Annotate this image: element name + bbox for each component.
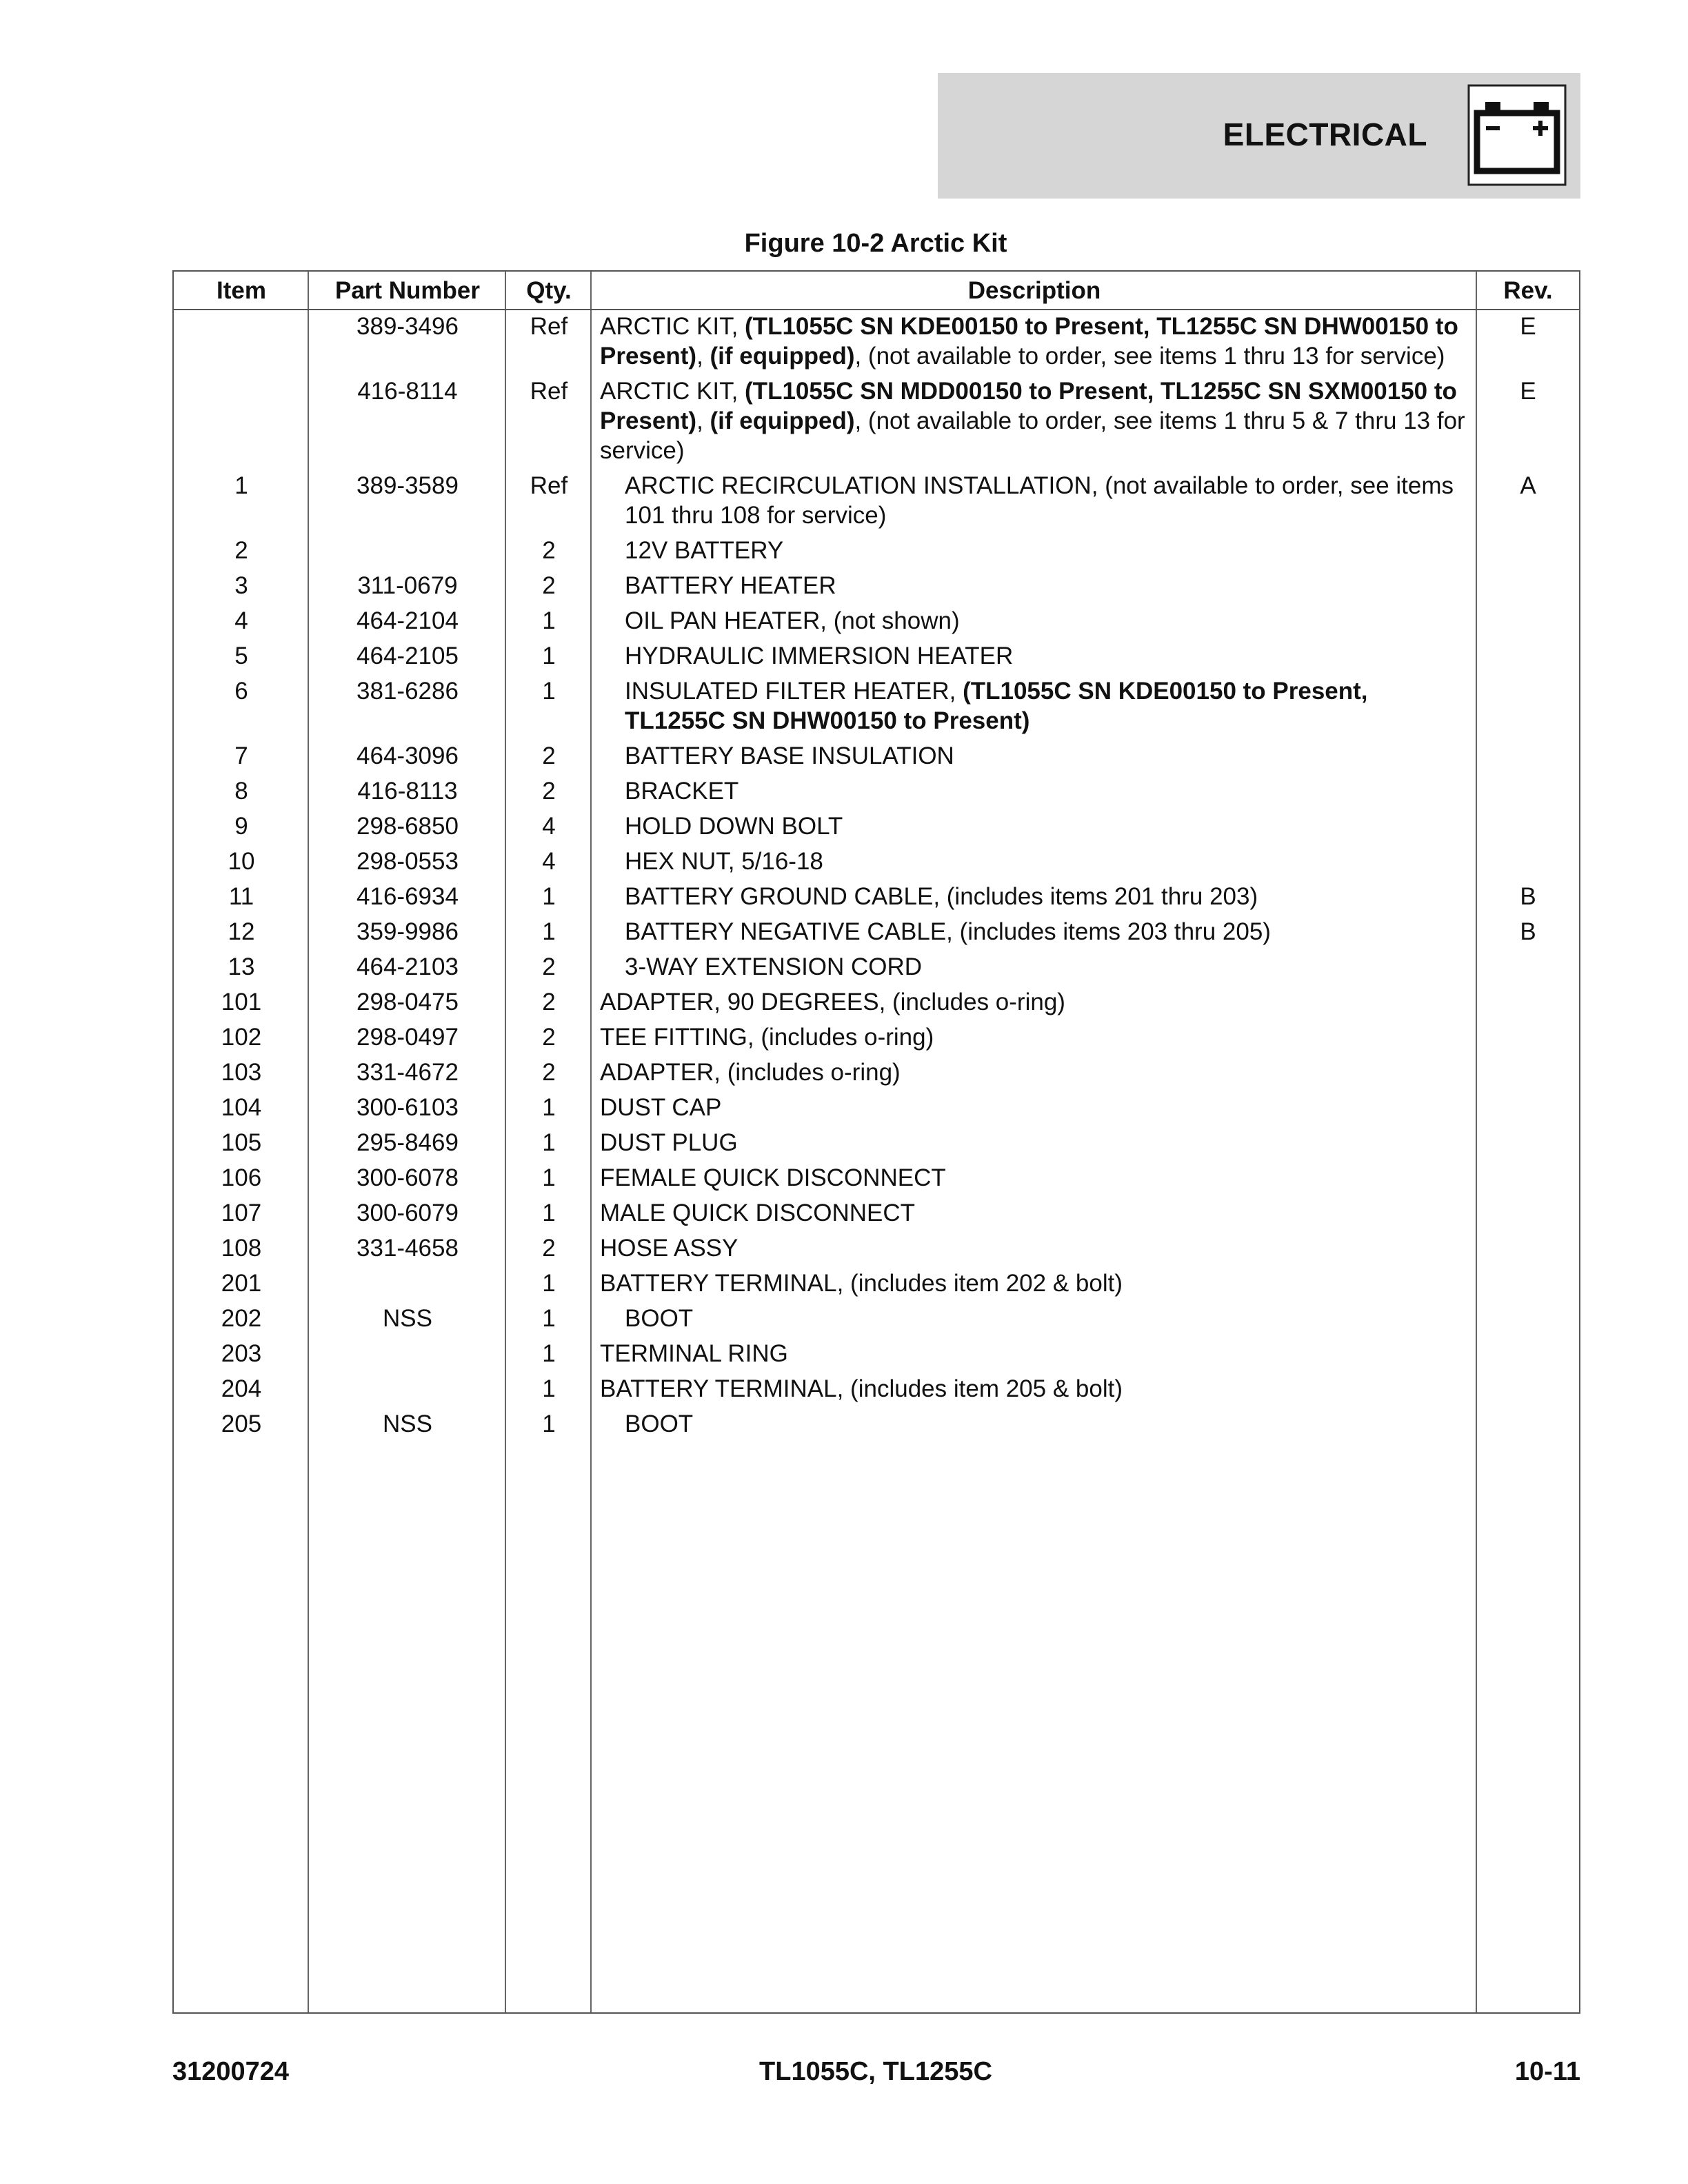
description: HEX NUT, 5/16-18 bbox=[625, 848, 823, 875]
revision: E bbox=[1520, 378, 1536, 405]
parts-table bbox=[172, 270, 1580, 2014]
quantity: 1 bbox=[542, 1410, 556, 1437]
description: DUST CAP bbox=[600, 1094, 722, 1121]
description: ARCTIC RECIRCULATION INSTALLATION, (not available to order, see items 101 thru 108 for service) bbox=[625, 472, 1454, 529]
quantity: 4 bbox=[542, 848, 556, 875]
part-number: 300-6078 bbox=[356, 1164, 459, 1191]
part-number: 416-8114 bbox=[357, 378, 458, 405]
description: 12V BATTERY bbox=[625, 537, 784, 564]
table-row bbox=[174, 1163, 1579, 1193]
description: DUST PLUG bbox=[600, 1129, 738, 1156]
quantity: 1 bbox=[542, 1164, 556, 1191]
part-number: 298-0553 bbox=[356, 848, 459, 875]
part-number: NSS bbox=[383, 1305, 432, 1332]
table-row bbox=[174, 776, 1579, 806]
description: BATTERY TERMINAL, (includes item 202 & bolt) bbox=[600, 1270, 1123, 1297]
part-number: 331-4658 bbox=[356, 1235, 459, 1262]
table-body bbox=[174, 312, 1579, 1444]
quantity: Ref bbox=[530, 378, 568, 405]
part-number: 298-0497 bbox=[356, 1024, 459, 1051]
item-number: 101 bbox=[221, 989, 262, 1015]
item-number: 6 bbox=[234, 678, 248, 705]
item-number: 1 bbox=[234, 472, 248, 499]
description: TERMINAL RING bbox=[600, 1340, 788, 1367]
item-number: 108 bbox=[221, 1235, 262, 1262]
quantity: 2 bbox=[542, 1235, 556, 1262]
table-row bbox=[174, 741, 1579, 771]
item-number: 2 bbox=[234, 537, 248, 564]
table-row bbox=[174, 917, 1579, 947]
item-number: 204 bbox=[221, 1375, 262, 1402]
item-number: 3 bbox=[234, 572, 248, 599]
quantity: 2 bbox=[542, 989, 556, 1015]
part-number: 300-6079 bbox=[356, 1200, 459, 1226]
table-row bbox=[174, 1374, 1579, 1404]
quantity: 4 bbox=[542, 813, 556, 840]
item-number: 106 bbox=[221, 1164, 262, 1191]
description: BATTERY TERMINAL, (includes item 205 & bolt) bbox=[600, 1375, 1123, 1402]
quantity: 1 bbox=[542, 1340, 556, 1367]
item-number: 5 bbox=[234, 643, 248, 669]
table-row bbox=[174, 471, 1579, 530]
item-number: 4 bbox=[234, 607, 248, 634]
item-number: 11 bbox=[228, 883, 254, 910]
description: BATTERY HEATER bbox=[625, 572, 836, 599]
quantity: 1 bbox=[542, 1375, 556, 1402]
quantity: Ref bbox=[530, 472, 568, 499]
quantity: 2 bbox=[542, 778, 556, 805]
table-row bbox=[174, 847, 1579, 876]
item-number: 105 bbox=[221, 1129, 262, 1156]
quantity: 1 bbox=[542, 1270, 556, 1297]
table-row bbox=[174, 571, 1579, 600]
item-number: 10 bbox=[228, 848, 255, 875]
table-row bbox=[174, 811, 1579, 841]
table-row bbox=[174, 1093, 1579, 1122]
quantity: 2 bbox=[542, 1059, 556, 1086]
description: ADAPTER, (includes o-ring) bbox=[600, 1059, 901, 1086]
description: ADAPTER, 90 DEGREES, (includes o-ring) bbox=[600, 989, 1065, 1015]
item-number: 9 bbox=[234, 813, 248, 840]
description: FEMALE QUICK DISCONNECT bbox=[600, 1164, 946, 1191]
section-title: ELECTRICAL bbox=[1223, 117, 1427, 152]
table-row bbox=[174, 641, 1579, 671]
description: HYDRAULIC IMMERSION HEATER bbox=[625, 643, 1014, 669]
quantity: 1 bbox=[542, 643, 556, 669]
part-number: 416-6934 bbox=[356, 883, 459, 910]
table-row bbox=[174, 1409, 1579, 1439]
description: BOOT bbox=[625, 1410, 694, 1437]
description: OIL PAN HEATER, (not shown) bbox=[625, 607, 960, 634]
table-row bbox=[174, 987, 1579, 1017]
description: ARCTIC KIT, (TL1055C SN KDE00150 to Present, TL1255C SN DHW00150 to Present), (if equipped), (not available to order, see items 1 thru 13 for service) bbox=[600, 313, 1458, 370]
description: HOLD DOWN BOLT bbox=[625, 813, 843, 840]
battery-icon bbox=[1467, 84, 1567, 186]
item-number: 201 bbox=[221, 1270, 262, 1297]
description: 3-WAY EXTENSION CORD bbox=[625, 953, 923, 980]
revision: A bbox=[1520, 472, 1536, 499]
table-row bbox=[174, 1128, 1579, 1157]
part-number: 311-0679 bbox=[357, 572, 458, 599]
quantity: 1 bbox=[542, 1094, 556, 1121]
column-header-item: Item bbox=[217, 277, 266, 304]
description: BATTERY BASE INSULATION bbox=[625, 742, 954, 769]
table-row bbox=[174, 536, 1579, 565]
part-number: 389-3496 bbox=[356, 313, 459, 340]
item-number: 7 bbox=[234, 742, 248, 769]
table-row bbox=[174, 1058, 1579, 1087]
footer-model: TL1055C, TL1255C bbox=[759, 2057, 992, 2086]
item-number: 107 bbox=[221, 1200, 262, 1226]
part-number: 298-6850 bbox=[356, 813, 459, 840]
table-row bbox=[174, 1233, 1579, 1263]
column-header-description: Description bbox=[967, 277, 1101, 304]
footer-page-number: 10-11 bbox=[1514, 2057, 1580, 2086]
revision: E bbox=[1520, 313, 1536, 340]
part-number: 416-8113 bbox=[357, 778, 458, 805]
part-number: 300-6103 bbox=[356, 1094, 459, 1121]
quantity: 2 bbox=[542, 953, 556, 980]
item-number: 203 bbox=[221, 1340, 262, 1367]
part-number: 389-3589 bbox=[356, 472, 459, 499]
item-number: 13 bbox=[228, 953, 255, 980]
part-number: 295-8469 bbox=[356, 1129, 459, 1156]
part-number: 331-4672 bbox=[356, 1059, 459, 1086]
quantity: 1 bbox=[542, 678, 556, 705]
section-header bbox=[938, 73, 1580, 199]
table-row bbox=[174, 376, 1579, 465]
footer-document-number: 31200724 bbox=[172, 2057, 290, 2086]
description: BOOT bbox=[625, 1305, 694, 1332]
quantity: 1 bbox=[542, 1305, 556, 1332]
description: BRACKET bbox=[625, 778, 739, 805]
description: INSULATED FILTER HEATER, (TL1055C SN KDE00150 to Present, TL1255C SN DHW00150 to Present) bbox=[625, 678, 1368, 734]
table-row bbox=[174, 1304, 1579, 1333]
quantity: 1 bbox=[542, 918, 556, 945]
description: BATTERY NEGATIVE CABLE, (includes items 203 thru 205) bbox=[625, 918, 1271, 945]
description: TEE FITTING, (includes o-ring) bbox=[600, 1024, 934, 1051]
revision: B bbox=[1520, 918, 1536, 945]
quantity: 2 bbox=[542, 1024, 556, 1051]
quantity: 1 bbox=[542, 883, 556, 910]
table-row bbox=[174, 952, 1579, 982]
part-number: 464-2104 bbox=[356, 607, 459, 634]
column-header-qty: Qty. bbox=[526, 277, 572, 304]
table-row bbox=[174, 312, 1579, 371]
quantity: Ref bbox=[530, 313, 568, 340]
table-row bbox=[174, 1022, 1579, 1052]
description: ARCTIC KIT, (TL1055C SN MDD00150 to Present, TL1255C SN SXM00150 to Present), (if equipped), (not available to order, see items 1 thru 5 & 7 thru 13 for service) bbox=[600, 378, 1465, 464]
part-number: NSS bbox=[383, 1410, 432, 1437]
part-number: 298-0475 bbox=[356, 989, 459, 1015]
quantity: 2 bbox=[542, 537, 556, 564]
part-number: 464-3096 bbox=[356, 742, 459, 769]
description: BATTERY GROUND CABLE, (includes items 201 thru 203) bbox=[625, 883, 1258, 910]
quantity: 1 bbox=[542, 1200, 556, 1226]
header-divider bbox=[174, 309, 1579, 310]
item-number: 205 bbox=[221, 1410, 262, 1437]
part-number: 464-2105 bbox=[356, 643, 459, 669]
column-header-part-number: Part Number bbox=[334, 277, 481, 304]
table-row bbox=[174, 1198, 1579, 1228]
column-header-rev: Rev. bbox=[1503, 277, 1553, 304]
part-number: 359-9986 bbox=[356, 918, 459, 945]
item-number: 8 bbox=[234, 778, 248, 805]
table-row bbox=[174, 606, 1579, 636]
item-number: 202 bbox=[221, 1305, 262, 1332]
part-number: 381-6286 bbox=[356, 678, 459, 705]
figure-title: Figure 10-2 Arctic Kit bbox=[744, 229, 1007, 258]
table-row bbox=[174, 676, 1579, 736]
description: HOSE ASSY bbox=[600, 1235, 738, 1262]
part-number: 464-2103 bbox=[356, 953, 459, 980]
item-number: 104 bbox=[221, 1094, 262, 1121]
description: MALE QUICK DISCONNECT bbox=[600, 1200, 915, 1226]
table-row bbox=[174, 1268, 1579, 1298]
table-row bbox=[174, 882, 1579, 911]
quantity: 1 bbox=[542, 1129, 556, 1156]
revision: B bbox=[1520, 883, 1536, 910]
quantity: 2 bbox=[542, 572, 556, 599]
quantity: 1 bbox=[542, 607, 556, 634]
item-number: 102 bbox=[221, 1024, 262, 1051]
table-row bbox=[174, 1339, 1579, 1368]
item-number: 103 bbox=[221, 1059, 262, 1086]
quantity: 2 bbox=[542, 742, 556, 769]
item-number: 12 bbox=[228, 918, 255, 945]
